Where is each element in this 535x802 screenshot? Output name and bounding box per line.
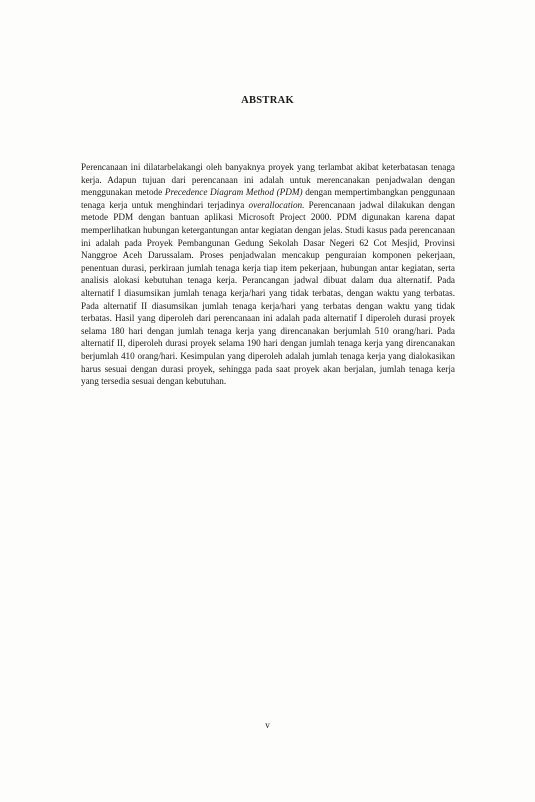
abstract-title: ABSTRAK xyxy=(241,95,294,106)
page-number: v xyxy=(265,720,270,730)
abstract-body xyxy=(81,161,455,388)
abstract-text-part-1: Perencanaan ini dilatarbelakangi oleh banyaknya proyek yang terlambat akibat keterbatasan tenaga kerja. Adapun tujuan dari perencanaan ini adalah untuk merencanakan penjadwalan dengan menggunakan metode xyxy=(81,162,455,198)
pdm-term: Precedence Diagram Method (PDM) xyxy=(164,187,303,198)
abstract-paragraph xyxy=(81,161,455,388)
overallocation-term: overallocation. xyxy=(248,199,305,210)
abstract-text-part-2: dengan mempertimbangkan penggunaan tenaga kerja untuk menghindari terjadinya xyxy=(81,187,455,210)
abstract-text-part-3: Perencanaan jadwal dilakukan dengan metode PDM dengan bantuan aplikasi Microsoft Project 2000. PDM digunakan karena dapat memperlihatkan hubungan ketergantungan antar kegiatan dengan jelas. Studi kasus pada perencanaan ini adalah pada Proyek Pembangunan Gedung Sekolah Dasar Negeri 62 Cot Mesjid, Provinsi Nanggroe Aceh Darussalam. Proses penjadwalan mencakup penguraian komponen pekerjaan, penentuan durasi, perkiraan jumlah tenaga kerja tiap item pekerjaan, hubungan antar kegiatan, serta analisis alokasi kebutuhan tenaga kerja. Perancangan jadwal dibuat dalam dua alternatif. Pada alternatif I diasumsikan jumlah tenaga kerja/hari yang tidak terbatas, dengan waktu yang terbatas. Pada alternatif II diasumsikan jumlah tenaga kerja/hari yang terbatas dengan waktu yang tidak terbatas. Hasil yang diperoleh dari perencanaan ini adalah pada alternatif I diperoleh durasi proyek selama 180 hari dengan jumlah tenaga kerja yang direncanakan berjumlah 510 orang/hari. Pada alternatif II, diperoleh durasi proyek selama 190 hari dengan jumlah tenaga kerja yang direncanakan berjumlah 410 orang/hari. Kesimpulan yang diperoleh adalah jumlah tenaga kerja yang dialokasikan harus sesuai dengan durasi proyek, sehingga pada saat proyek akan berjalan, jumlah tenaga kerja yang tersedia sesuai dengan kebutuhan. xyxy=(81,199,455,387)
